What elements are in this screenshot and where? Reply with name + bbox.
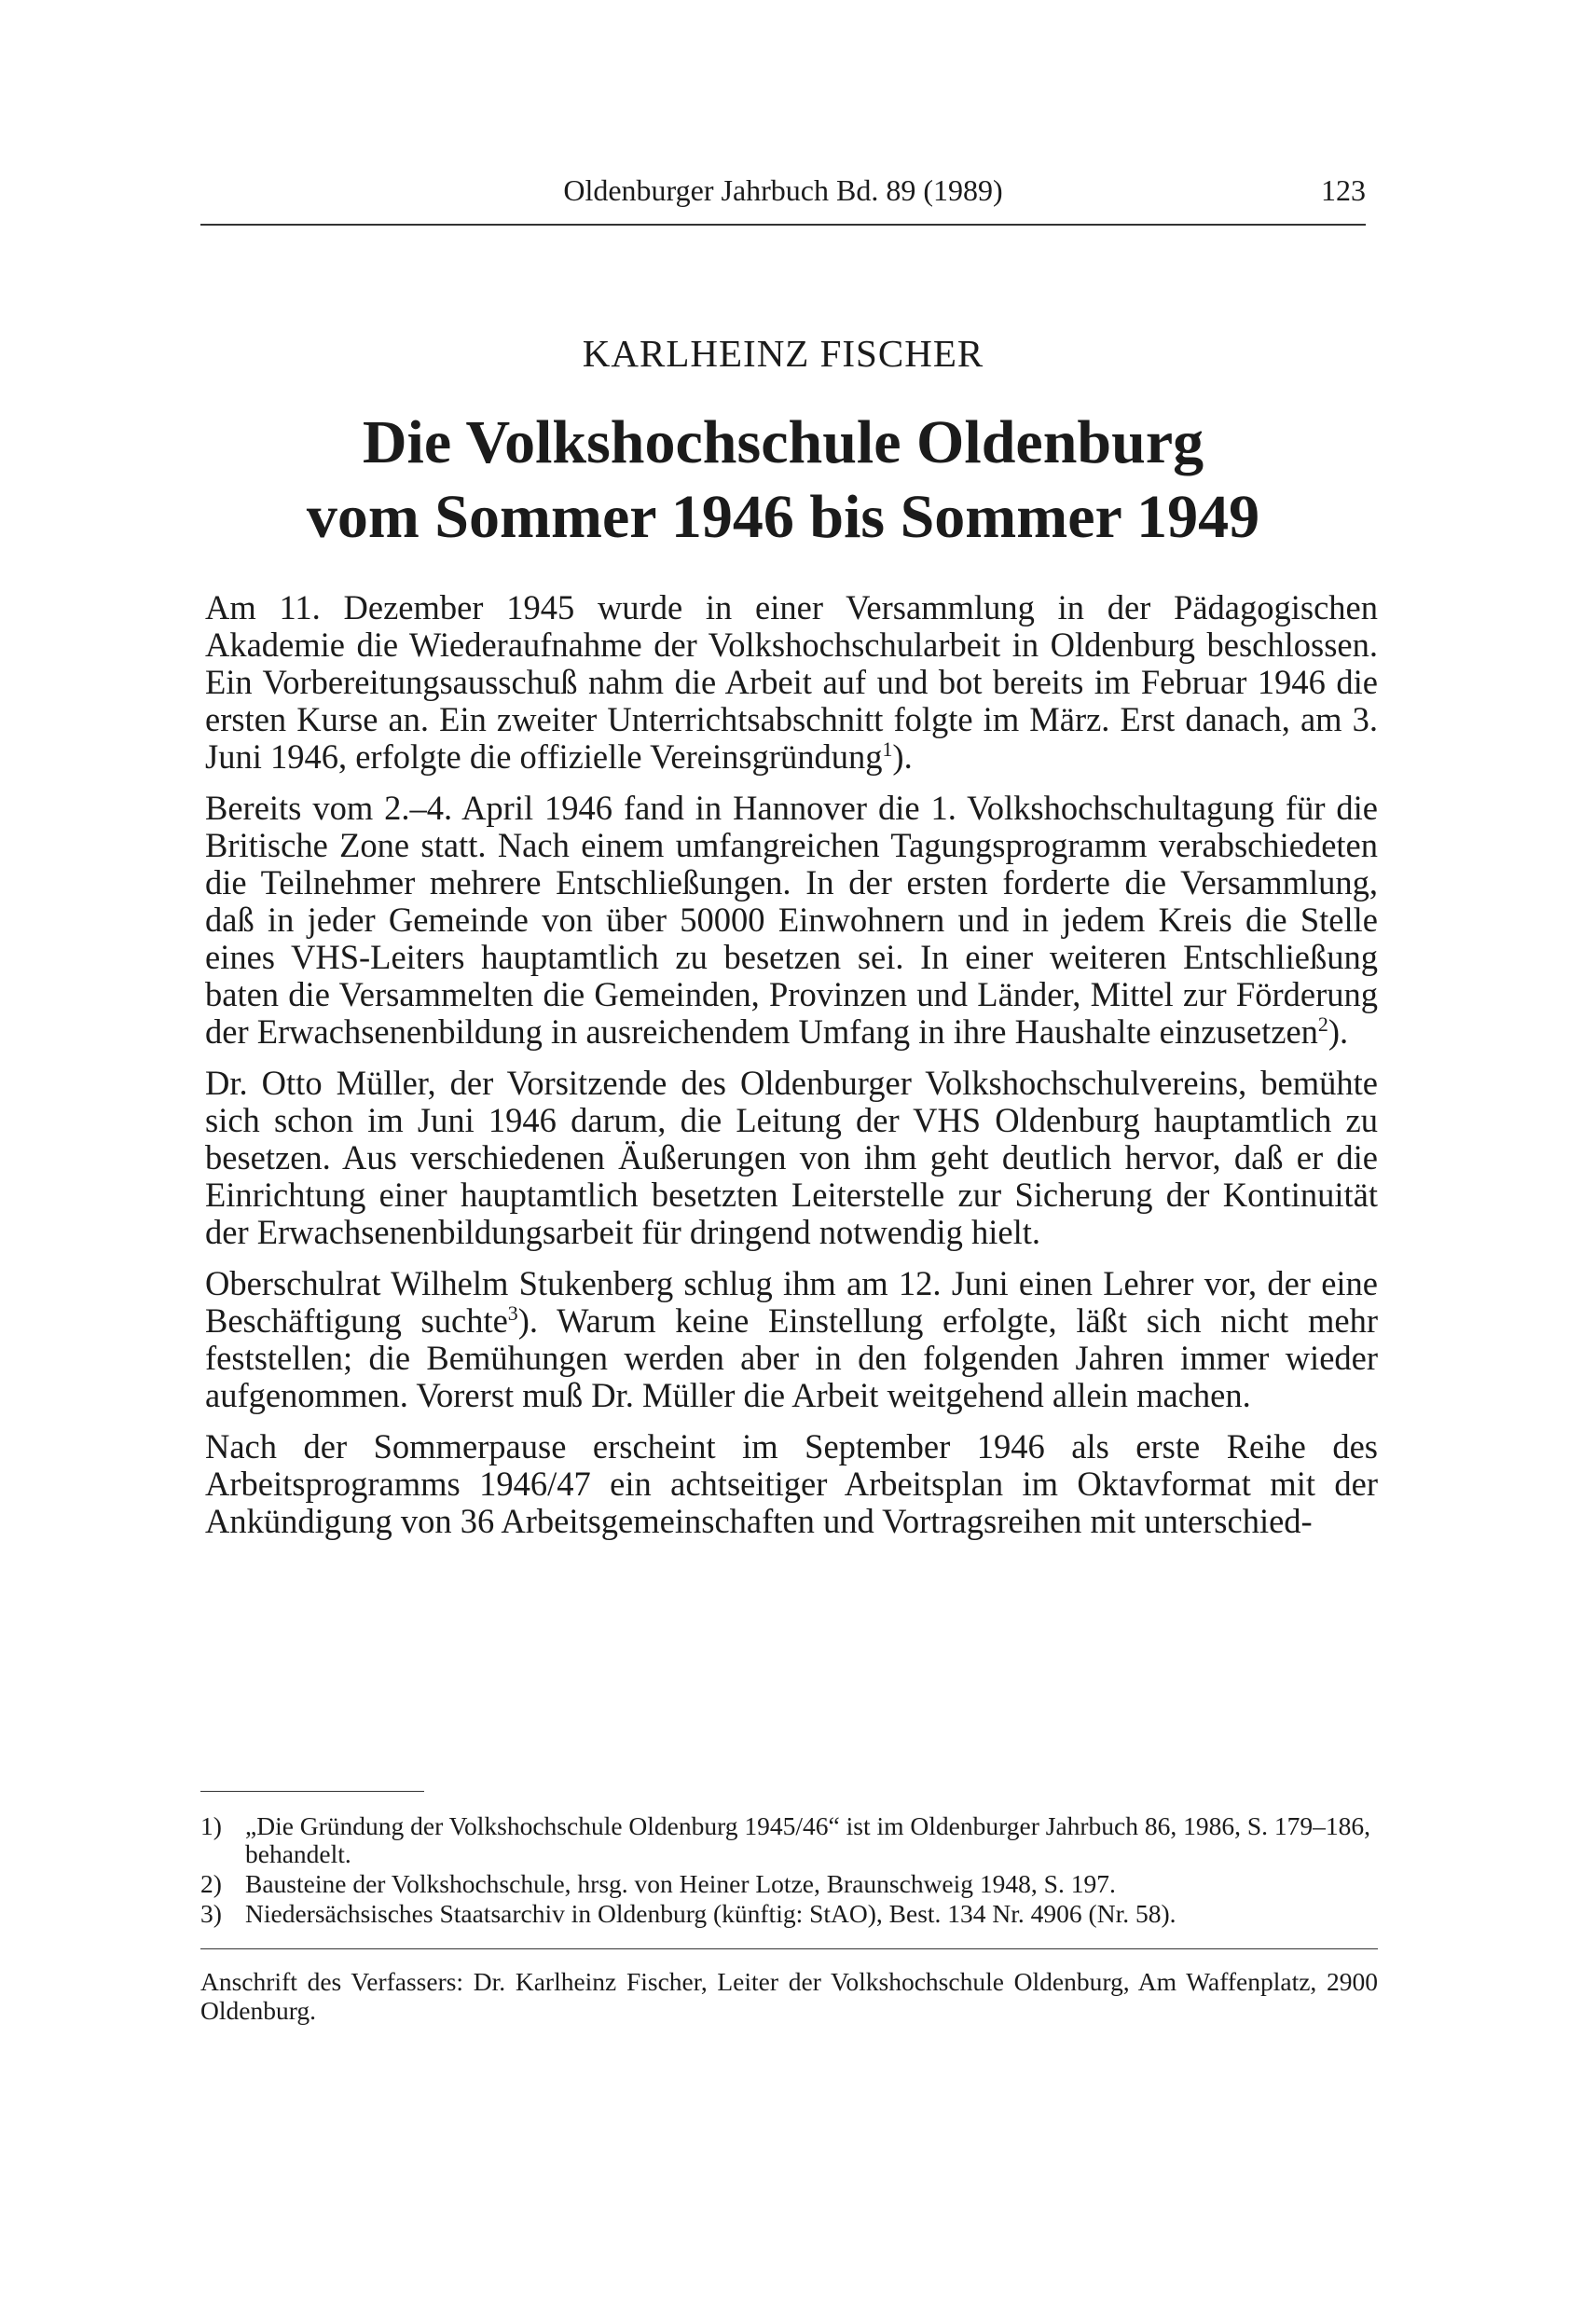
- footnote-text: Niedersächsisches Staatsarchiv in Oldenburg (künftig: StAO), Best. 134 Nr. 4906 (Nr. 58).: [245, 1899, 1176, 1928]
- address-rule: [200, 1948, 1378, 1949]
- paragraph-5: [205, 1428, 1378, 1540]
- paragraph-4: [205, 1265, 1378, 1414]
- paragraph-3: [205, 1065, 1378, 1251]
- article-body: [205, 589, 1378, 1554]
- header-rule: [200, 224, 1366, 226]
- paragraph-text: Am 11. Dezember 1945 wurde in einer Versammlung in der Pädagogischen Akademie die Wiederaufnahme der Volkshochschularbeit in Oldenburg beschlossen. Ein Vorbereitungsausschuß nahm die Arbeit auf und bot bereits im Februar 1946 die ersten Kurse an. Ein zweiter Unterrichtsabschnitt folgte im März. Erst danach, am 3. Juni 1946, erfolgte die offizielle Vereinsgründung: [205, 588, 1378, 776]
- paragraph-2: [205, 790, 1378, 1051]
- title-line-2: vom Sommer 1946 bis Sommer 1949: [306, 483, 1260, 551]
- paragraph-text: Bereits vom 2.–4. April 1946 fand in Hannover die 1. Volkshochschultagung für die Britische Zone statt. Nach einem umfangreichen Tagungsprogramm verabschiedeten die Teilnehmer mehrere Entschließungen. In der ersten forderte die Versammlung, daß in jeder Gemeinde von über 50000 Einwohnern und in jedem Kreis die Stelle eines VHS-Leiters hauptamtlich zu besetzen sei. In einer weiteren Entschließung baten die Versammelten die Gemeinden, Provinzen und Länder, Mittel zur Förderung der Erwachsenenbildung in ausreichendem Umfang in ihre Haushalte einzusetzen: [205, 789, 1378, 1051]
- paragraph-text: Nach der Sommerpause erscheint im September 1946 als erste Reihe des Arbeitsprogramms 1946/47 ein achtseitiger Arbeitsplan im Oktavformat mit der Ankündigung von 36 Arbeitsgemeinschaften und Vortragsreihen mit unterschied-: [205, 1427, 1378, 1540]
- paragraph-text-tail: ). Warum keine Einstellung erfolgte, läßt sich nicht mehr feststellen; die Bemühungen werden aber in den folgenden Jahren immer wieder aufgenommen. Vorerst muß Dr. Müller die Arbeit weitgehend allein machen.: [205, 1301, 1378, 1414]
- paragraph-1: [205, 589, 1378, 776]
- footnote-mark: 3): [200, 1899, 222, 1928]
- paragraph-text: Dr. Otto Müller, der Vorsitzende des Oldenburger Volkshochschulvereins, bemühte sich schon im Juni 1946 darum, die Leitung der VHS Oldenburg hauptamtlich zu besetzen. Aus verschiedenen Äußerungen von ihm geht deutlich hervor, daß er die Einrichtung einer hauptamtlich besetzten Leiterstelle zur Sicherung der Kontinuität der Erwachsenenbildungsarbeit für dringend notwendig hielt.: [205, 1064, 1378, 1251]
- article-title: [200, 406, 1366, 555]
- footnotes: [200, 1812, 1378, 1930]
- footnote-3: [200, 1900, 1378, 1928]
- footnote-2: [200, 1870, 1378, 1898]
- footnote-text: „Die Gründung der Volkshochschule Oldenburg 1945/46“ ist im Oldenburger Jahrbuch 86, 1986, S. 179–186, behandelt.: [245, 1811, 1371, 1868]
- journal-title: Oldenburger Jahrbuch Bd. 89 (1989): [563, 173, 1003, 207]
- paragraph-text-tail: ).: [892, 737, 913, 776]
- footnote-mark: 2): [200, 1869, 222, 1898]
- footnote-mark: 1): [200, 1811, 222, 1840]
- paragraph-text-tail: ).: [1328, 1012, 1349, 1051]
- paragraph-text: Oberschulrat Wilhelm Stukenberg schlug ihm am 12. Juni einen Lehrer vor, der eine Beschäftigung suchte: [205, 1264, 1378, 1340]
- title-line-1: Die Volkshochschule Oldenburg: [362, 408, 1204, 476]
- footnote-text: Bausteine der Volkshochschule, hrsg. von Heiner Lotze, Braunschweig 1948, S. 197.: [245, 1869, 1116, 1898]
- footnote-1: [200, 1812, 1378, 1868]
- footnote-ref: 3: [507, 1300, 518, 1325]
- running-header: [200, 168, 1366, 224]
- footnote-ref: 2: [1317, 1012, 1328, 1036]
- footnote-rule: [200, 1791, 424, 1792]
- footnote-ref: 1: [882, 736, 893, 761]
- page-number: 123: [1321, 173, 1366, 207]
- author-address: Anschrift des Verfassers: Dr. Karlheinz Fischer, Leiter der Volkshochschule Oldenburg, Am Waffenplatz, 2900 Oldenburg.: [200, 1967, 1378, 2025]
- article-author: KARLHEINZ FISCHER: [582, 332, 984, 375]
